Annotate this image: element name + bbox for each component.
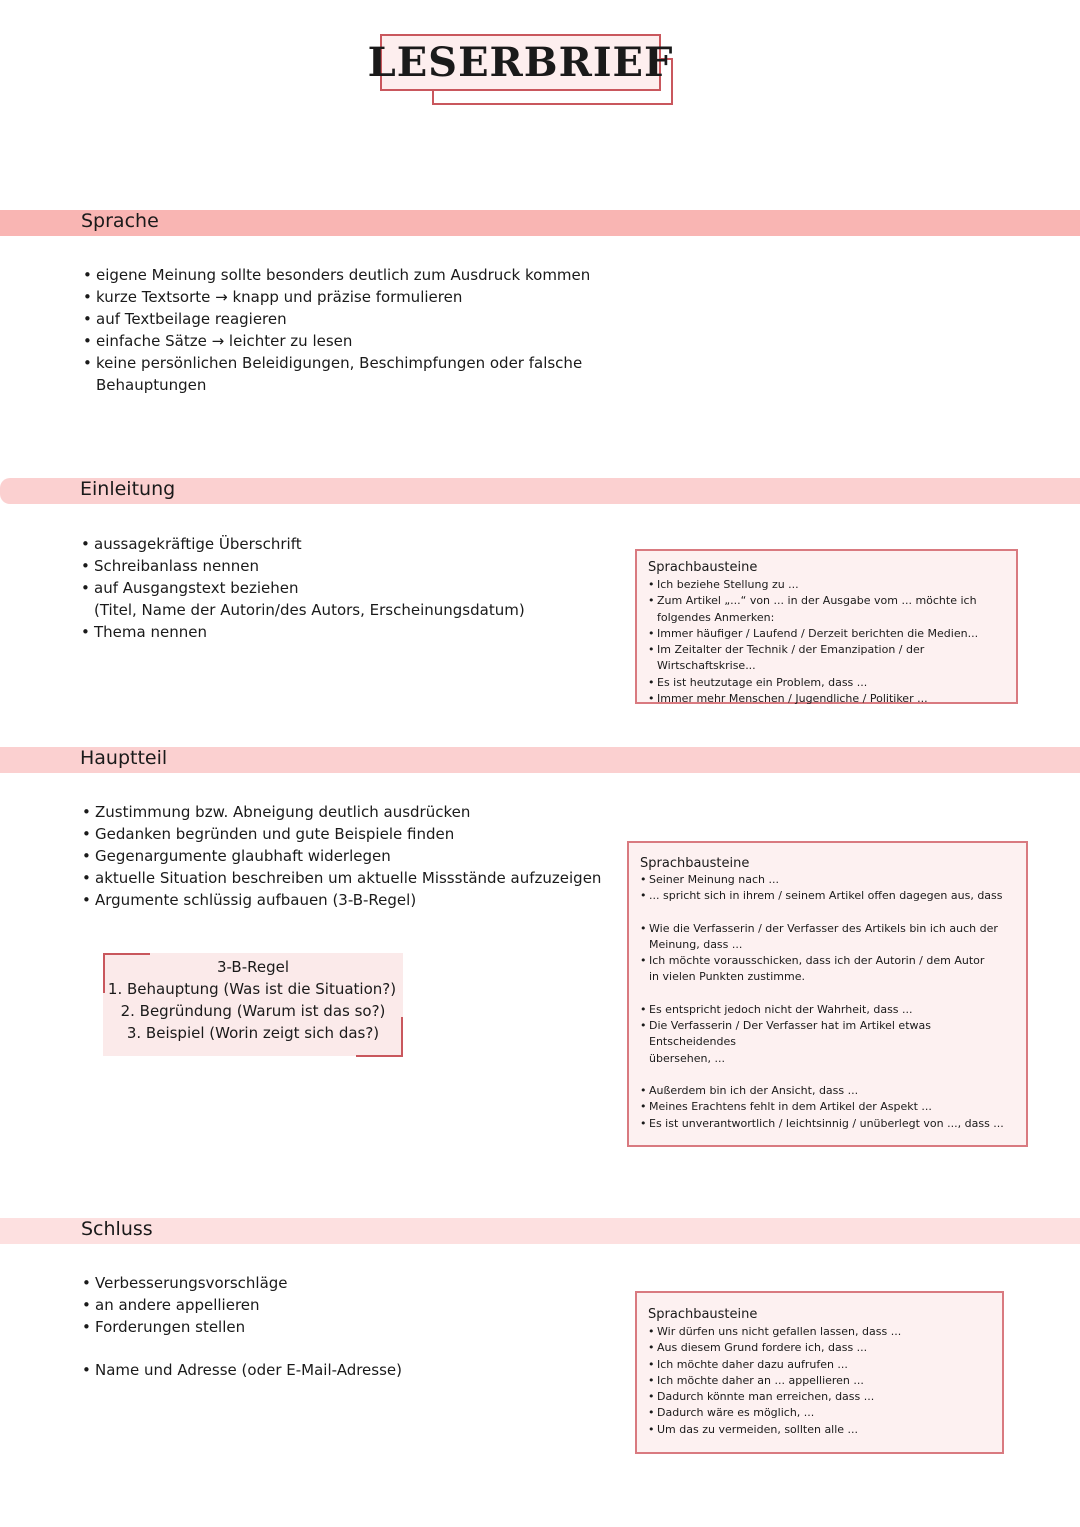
list-item: • Thema nennen [81,621,525,643]
schluss-list [82,1272,402,1381]
phrase-item: • Dadurch wäre es möglich, ... [648,1405,992,1421]
phrase-item: • Zum Artikel „...“ von ... in der Ausgabe vom ... möchte ich [648,593,1006,609]
hauptteil-list [82,801,601,911]
phrase-item-continuation: Meinung, dass ... [649,937,743,951]
section-band-schluss [0,1218,1080,1244]
phrase-item: • Es entspricht jedoch nicht der Wahrheit, dass ... [640,1002,1016,1018]
phrase-item: • Außerdem bin ich der Ansicht, dass ... [640,1083,1016,1099]
list-item: • Gegenargumente glaubhaft widerlegen [82,845,601,867]
phrases-box-hauptteil [627,841,1028,1147]
list-item: • Forderungen stellen [82,1316,402,1338]
list-item: • auf Textbeilage reagieren [83,308,590,330]
list-item: • einfache Sätze → leichter zu lesen [83,330,590,352]
phrases-box-einleitung [635,549,1018,704]
list-item: • Name und Adresse (oder E-Mail-Adresse) [82,1359,402,1381]
rule-title: 3-B-Regel [216,958,290,976]
rule-line: 1. Behauptung (Was ist die Situation?) [107,980,397,998]
einleitung-list [81,533,525,643]
list-item: • Schreibanlass nennen [81,555,525,577]
section-heading-einleitung: Einleitung [80,478,176,500]
phrase-item: • Ich möchte daher dazu aufrufen ... [648,1357,992,1373]
phrase-item: • Wie die Verfasserin / der Verfasser des Artikels bin ich auch der [640,921,1016,937]
rule-line: 2. Begründung (Warum ist das so?) [120,1002,386,1020]
phrase-item: • Dadurch könnte man erreichen, dass ... [648,1389,992,1405]
phrases-title: Sprachbausteine [648,1307,758,1322]
phrases-title: Sprachbausteine [640,856,750,871]
list-item: • aktuelle Situation beschreiben um aktuelle Missstände aufzuzeigen [82,867,601,889]
list-item-continuation: (Titel, Name der Autorin/des Autors, Erscheinungsdatum) [94,601,525,619]
phrase-item: • Ich möchte vorausschicken, dass ich der Autorin / dem Autor [640,953,1016,969]
phrase-item: • Es ist unverantwortlich / leichtsinnig / unüberlegt von ..., dass ... [640,1116,1016,1132]
list-item: • Argumente schlüssig aufbauen (3-B-Regel) [82,889,601,911]
phrase-item: • ... spricht sich in ihrem / seinem Artikel offen dagegen aus, dass [640,888,1016,904]
list-item: • kurze Textsorte → knapp und präzise formulieren [83,286,590,308]
phrase-item-continuation: folgendes Anmerken: [657,610,775,624]
rule-line: 3. Beispiel (Worin zeigt sich das?) [126,1024,380,1042]
phrase-item-continuation: in vielen Punkten zustimme. [649,970,805,984]
phrase-item: • Um das zu vermeiden, sollten alle ... [648,1422,992,1438]
phrases-list [648,577,1006,707]
list-item: • Gedanken begründen und gute Beispiele finden [82,823,601,845]
list-item: • Verbesserungsvorschläge [82,1272,402,1294]
phrase-item-continuation: übersehen, ... [649,1051,725,1065]
phrase-item: • Seiner Meinung nach ... [640,872,1016,888]
list-item: • auf Ausgangstext beziehen [81,577,525,599]
list-item: • Zustimmung bzw. Abneigung deutlich ausdrücken [82,801,601,823]
phrases-box-schluss [635,1291,1004,1454]
phrase-item: • Ich möchte daher an ... appellieren ... [648,1373,992,1389]
phrase-item: • Wir dürfen uns nicht gefallen lassen, dass ... [648,1324,992,1340]
section-heading-hauptteil: Hauptteil [80,747,168,769]
list-item: • an andere appellieren [82,1294,402,1316]
phrases-list [648,1324,992,1438]
phrase-item: • Immer mehr Menschen / Jugendliche / Politiker ... [648,691,1006,707]
list-item-continuation: Behauptungen [96,376,207,394]
phrase-item: • Im Zeitalter der Technik / der Emanzipation / der Wirtschaftskrise... [648,642,1006,675]
phrase-item: • Immer häufiger / Laufend / Derzeit berichten die Medien... [648,626,1006,642]
page-title: LESERBRIEF [367,39,674,86]
phrase-item: • Meines Erachtens fehlt in dem Artikel der Aspekt ... [640,1099,1016,1115]
section-heading-schluss: Schluss [81,1218,153,1240]
phrases-list [640,872,1016,1132]
list-item: • aussagekräftige Überschrift [81,533,525,555]
sprache-list [83,264,590,396]
phrase-item: • Aus diesem Grund fordere ich, dass ... [648,1340,992,1356]
phrase-item: • Die Verfasserin / Der Verfasser hat im Artikel etwas Entscheidendes [640,1018,1016,1051]
phrase-item: • Ich beziehe Stellung zu ... [648,577,1006,593]
section-band-sprache [0,210,1080,236]
section-heading-sprache: Sprache [81,210,159,232]
phrases-title: Sprachbausteine [648,560,758,575]
rule-text [103,956,403,1044]
phrase-item: • Es ist heutzutage ein Problem, dass ... [648,675,1006,691]
list-item: • keine persönlichen Beleidigungen, Beschimpfungen oder falsche [83,352,590,374]
title-frame [367,34,674,91]
list-item: • eigene Meinung sollte besonders deutlich zum Ausdruck kommen [83,264,590,286]
